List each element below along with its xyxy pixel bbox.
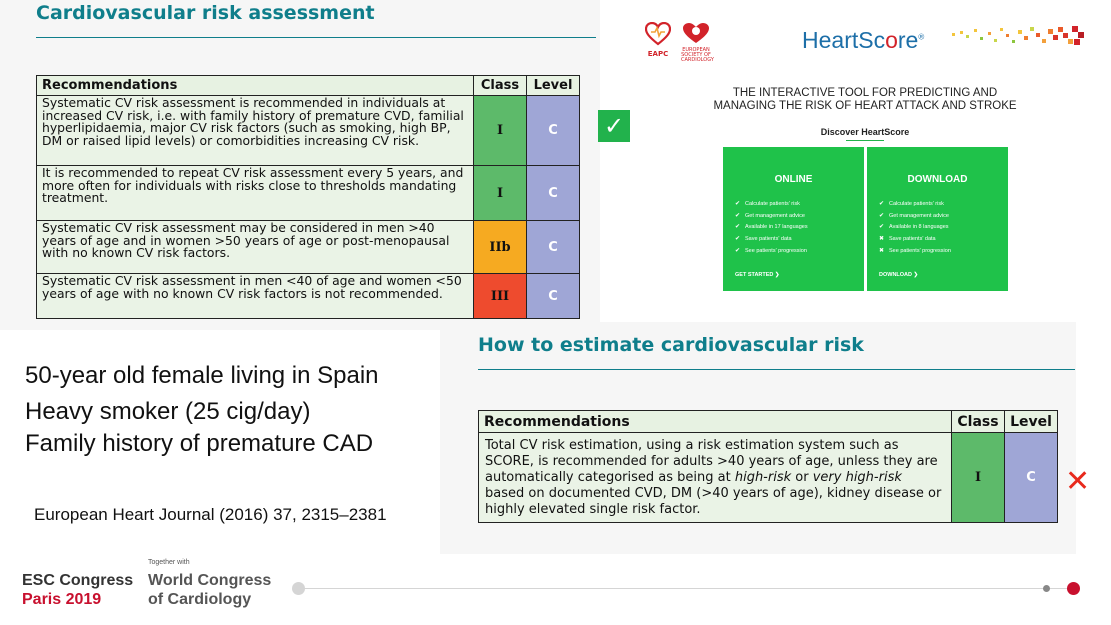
class-cell: I	[474, 166, 527, 221]
level-cell: C	[527, 274, 580, 319]
download-title: DOWNLOAD	[907, 174, 968, 185]
feature-label: See patients' progression	[745, 247, 807, 254]
subtitle-line-1: THE INTERACTIVE TOOL FOR PREDICTING AND	[732, 87, 998, 99]
header-recommendations: Recommendations	[479, 411, 952, 433]
download-feature-list	[879, 199, 951, 258]
table-row	[37, 274, 580, 319]
check-icon: ✔	[879, 201, 885, 207]
check-icon: ✔	[879, 212, 885, 219]
level-cell: C	[527, 221, 580, 274]
esc-city-label: Paris 2019	[22, 591, 102, 608]
check-icon: ✔	[735, 212, 741, 219]
esc-congress-label: ESC Congress	[22, 572, 134, 589]
feature-label: Available in 17 languages	[745, 224, 808, 231]
risk-assessment-title: Cardiovascular risk assessment	[36, 2, 375, 24]
estimate-risk-table	[478, 410, 1058, 523]
together-with-label: Together with	[148, 559, 190, 566]
heartscore-brand	[802, 27, 924, 54]
check-icon: ✔	[879, 224, 885, 231]
rec-text-part: based on documented CVD, DM (>40 years of age), kidney disease or highly elevated single risk factor.	[485, 485, 942, 517]
level-cell: C	[527, 166, 580, 221]
brand-tm: ®	[918, 32, 925, 42]
check-icon: ✔	[735, 236, 741, 243]
title-rule	[36, 37, 596, 38]
feature-label: Save patients' data	[889, 236, 936, 243]
eapc-logo-text: EAPC	[647, 50, 669, 58]
download-card[interactable]	[867, 147, 1008, 291]
feature-label: Save patients' data	[745, 236, 792, 243]
esc-logo-text: EUROPEAN SOCIETY OF CARDIOLOGY	[681, 47, 714, 63]
esc-logo	[681, 22, 714, 63]
brand-text-o: o	[885, 27, 898, 53]
progress-current-dot	[1067, 582, 1080, 595]
title-rule	[478, 369, 1075, 370]
eapc-heart-icon	[645, 22, 671, 46]
online-card[interactable]	[723, 147, 864, 291]
feature-label: Calculate patients' risk	[889, 201, 944, 207]
case-line-1: 50-year old female living in Spain	[25, 362, 379, 389]
list-item	[735, 199, 808, 211]
online-title: ONLINE	[774, 174, 813, 185]
header-level: Level	[1005, 411, 1058, 433]
feature-label: Available in 8 languages	[889, 224, 949, 231]
estimate-risk-title: How to estimate cardiovascular risk	[478, 334, 864, 356]
eapc-logo	[645, 22, 671, 58]
download-link[interactable]: DOWNLOAD ❯	[879, 272, 919, 278]
brand-text-b: re	[897, 27, 919, 53]
list-item	[735, 234, 808, 246]
list-item	[735, 222, 808, 234]
slide-progress-line	[300, 588, 1070, 589]
table-row	[37, 221, 580, 274]
feature-label: Get management advice	[889, 212, 949, 219]
progress-dot	[1043, 585, 1050, 592]
recommendation-text	[479, 433, 952, 523]
list-item	[735, 246, 808, 258]
list-item	[879, 222, 951, 234]
rec-text-part: or	[791, 469, 813, 485]
discover-heartscore: Discover HeartScore	[820, 127, 910, 137]
cross-icon: ✖	[879, 236, 885, 243]
reference-citation: European Heart Journal (2016) 37, 2315–2381	[34, 505, 387, 524]
rec-emphasis: very high-risk	[812, 469, 902, 485]
brand-text-a: HeartSc	[802, 27, 886, 53]
header-class: Class	[952, 411, 1005, 433]
case-line-3: Family history of premature CAD	[25, 430, 374, 457]
esc-heart-icon	[681, 22, 711, 44]
recommendation-text: It is recommended to repeat CV risk assessment every 5 years, and more often for individuals with risks close to thresholds mandating treatment.	[37, 166, 474, 221]
table-row	[37, 96, 580, 166]
case-line-2: Heavy smoker (25 cig/day)	[25, 398, 311, 425]
feature-label: Get management advice	[745, 212, 805, 219]
feature-label: See patients' progression	[889, 247, 951, 254]
list-item	[879, 211, 951, 223]
check-icon: ✔	[735, 247, 741, 254]
discover-rule	[846, 140, 884, 141]
table-row	[479, 433, 1058, 523]
level-cell: C	[1005, 433, 1058, 523]
table-row	[37, 166, 580, 221]
rec-emphasis: high-risk	[734, 469, 792, 485]
check-icon: ✓	[598, 110, 630, 142]
level-cell: C	[527, 96, 580, 166]
header-class: Class	[474, 76, 527, 96]
online-feature-list	[735, 199, 808, 258]
check-icon: ✔	[735, 201, 741, 207]
cross-icon: ✖	[879, 247, 885, 254]
progress-start-dot	[292, 582, 305, 595]
list-item	[879, 234, 951, 246]
risk-assessment-table	[36, 75, 580, 319]
list-item	[879, 199, 951, 211]
class-cell: IIb	[474, 221, 527, 274]
heartscore-subtitle	[685, 87, 1045, 113]
x-mark-icon: ✕	[1065, 464, 1091, 499]
recommendation-text: Systematic CV risk assessment in men <40 of age and women <50 years of age with no known CV risk factors is not recommended.	[37, 274, 474, 319]
recommendation-text: Systematic CV risk assessment may be considered in men >40 years of age and in women >50 years of age or post-menopausal with no known CV risk factors.	[37, 221, 474, 274]
class-cell: I	[952, 433, 1005, 523]
header-recommendations: Recommendations	[37, 76, 474, 96]
list-item	[735, 211, 808, 223]
world-congress-label: World Congress	[148, 572, 272, 589]
class-cell: III	[474, 274, 527, 319]
header-level: Level	[527, 76, 580, 96]
feature-label: Calculate patients' risk	[745, 201, 800, 207]
world-congress-label-2: of Cardiology	[148, 591, 252, 608]
subtitle-line-2: MANAGING THE RISK OF HEART ATTACK AND STROKE	[713, 100, 1017, 112]
risk-chart-mosaic-icon	[950, 25, 1085, 49]
class-cell: I	[474, 96, 527, 166]
recommendation-text: Systematic CV risk assessment is recommended in individuals at increased CV risk, i.e. with family history of premature CVD, familial hyperlipidaemia, major CV risk factors (such as smoking, high BP, DM or raised lipid levels) or comorbidities increasing CV risk.	[37, 96, 474, 166]
list-item	[879, 246, 951, 258]
check-icon: ✔	[735, 224, 741, 231]
get-started-link[interactable]: GET STARTED ❯	[735, 272, 780, 278]
rec-text-part: Total CV risk estimation, using a risk estimation system such as SCORE, is recommended for adults >40 years of age, unless they are automatically categorised as being at	[485, 437, 938, 485]
